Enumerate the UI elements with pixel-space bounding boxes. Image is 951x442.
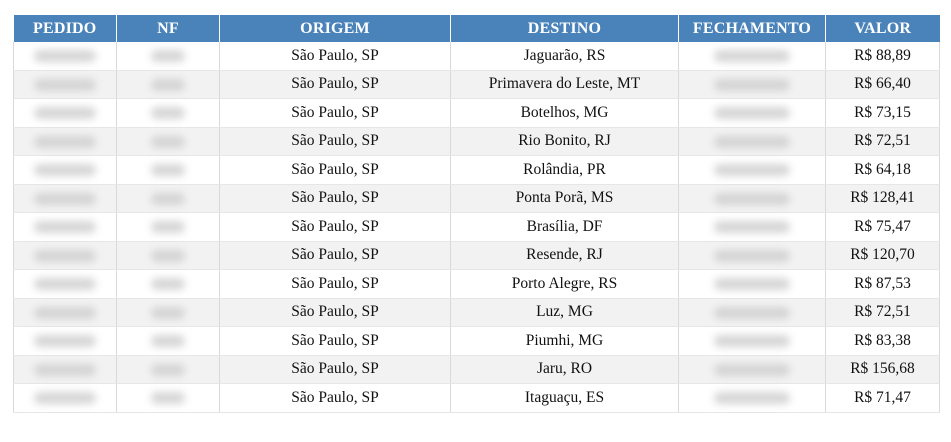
redacted-value — [34, 392, 96, 404]
cell-valor: R$ 156,68 — [826, 355, 940, 384]
cell-fechamento — [679, 298, 826, 327]
table-row — [14, 42, 940, 70]
redacted-value — [34, 136, 96, 148]
redacted-value — [34, 335, 96, 347]
column-header-fechamento: FECHAMENTO — [679, 15, 826, 42]
redacted-value — [34, 193, 96, 205]
cell-valor: R$ 71,47 — [826, 384, 940, 413]
cell-pedido — [14, 99, 117, 128]
redacted-value — [151, 107, 185, 119]
cell-valor: R$ 128,41 — [826, 184, 940, 213]
redacted-value — [34, 364, 96, 376]
cell-fechamento — [679, 156, 826, 185]
redacted-value — [151, 50, 185, 62]
cell-fechamento — [679, 355, 826, 384]
table-row — [14, 156, 940, 185]
cell-destino: Jaguarão, RS — [451, 42, 679, 70]
redacted-value — [714, 392, 790, 404]
cell-destino: Ponta Porã, MS — [451, 184, 679, 213]
redacted-value — [34, 107, 96, 119]
redacted-value — [151, 278, 185, 290]
cell-nf — [117, 184, 220, 213]
redacted-value — [34, 50, 96, 62]
redacted-value — [714, 364, 790, 376]
redacted-value — [714, 335, 790, 347]
cell-nf — [117, 70, 220, 99]
cell-origem: São Paulo, SP — [220, 355, 451, 384]
cell-origem: São Paulo, SP — [220, 327, 451, 356]
table-row — [14, 270, 940, 299]
cell-valor: R$ 72,51 — [826, 298, 940, 327]
cell-origem: São Paulo, SP — [220, 127, 451, 156]
cell-destino: Primavera do Leste, MT — [451, 70, 679, 99]
cell-origem: São Paulo, SP — [220, 156, 451, 185]
cell-pedido — [14, 355, 117, 384]
cell-destino: Luz, MG — [451, 298, 679, 327]
column-header-pedido: PEDIDO — [14, 15, 117, 42]
redacted-value — [714, 221, 790, 233]
cell-destino: Piumhi, MG — [451, 327, 679, 356]
cell-destino: Porto Alegre, RS — [451, 270, 679, 299]
cell-nf — [117, 241, 220, 270]
cell-valor: R$ 66,40 — [826, 70, 940, 99]
cell-destino: Rio Bonito, RJ — [451, 127, 679, 156]
redacted-value — [151, 136, 185, 148]
redacted-value — [151, 193, 185, 205]
redacted-value — [151, 164, 185, 176]
cell-pedido — [14, 327, 117, 356]
cell-destino: Brasília, DF — [451, 213, 679, 242]
redacted-value — [151, 79, 185, 91]
cell-valor: R$ 120,70 — [826, 241, 940, 270]
cell-pedido — [14, 270, 117, 299]
cell-nf — [117, 298, 220, 327]
redacted-value — [714, 79, 790, 91]
cell-nf — [117, 213, 220, 242]
redacted-value — [34, 79, 96, 91]
cell-origem: São Paulo, SP — [220, 384, 451, 413]
table-row — [14, 327, 940, 356]
table-row — [14, 384, 940, 413]
cell-valor: R$ 88,89 — [826, 42, 940, 70]
cell-pedido — [14, 298, 117, 327]
cell-fechamento — [679, 213, 826, 242]
cell-fechamento — [679, 241, 826, 270]
column-header-valor: VALOR — [826, 15, 940, 42]
cell-pedido — [14, 384, 117, 413]
redacted-value — [34, 164, 96, 176]
cell-valor: R$ 87,53 — [826, 270, 940, 299]
redacted-value — [151, 250, 185, 262]
cell-pedido — [14, 241, 117, 270]
cell-origem: São Paulo, SP — [220, 270, 451, 299]
redacted-value — [34, 307, 96, 319]
redacted-value — [714, 164, 790, 176]
redacted-value — [714, 307, 790, 319]
redacted-value — [151, 221, 185, 233]
table-row — [14, 213, 940, 242]
table-row — [14, 99, 940, 128]
cell-nf — [117, 327, 220, 356]
column-header-destino: DESTINO — [451, 15, 679, 42]
cell-pedido — [14, 127, 117, 156]
redacted-value — [714, 193, 790, 205]
table-row — [14, 184, 940, 213]
cell-pedido — [14, 184, 117, 213]
cell-pedido — [14, 156, 117, 185]
cell-fechamento — [679, 270, 826, 299]
cell-nf — [117, 127, 220, 156]
redacted-value — [151, 335, 185, 347]
orders-table-container — [13, 15, 939, 413]
cell-valor: R$ 75,47 — [826, 213, 940, 242]
cell-nf — [117, 42, 220, 70]
cell-fechamento — [679, 127, 826, 156]
cell-fechamento — [679, 42, 826, 70]
cell-destino: Itaguaçu, ES — [451, 384, 679, 413]
cell-destino: Jaru, RO — [451, 355, 679, 384]
cell-destino: Botelhos, MG — [451, 99, 679, 128]
cell-origem: São Paulo, SP — [220, 70, 451, 99]
cell-origem: São Paulo, SP — [220, 213, 451, 242]
cell-origem: São Paulo, SP — [220, 184, 451, 213]
redacted-value — [714, 107, 790, 119]
cell-fechamento — [679, 99, 826, 128]
redacted-value — [714, 136, 790, 148]
cell-fechamento — [679, 70, 826, 99]
redacted-value — [151, 307, 185, 319]
orders-table — [13, 15, 940, 413]
redacted-value — [34, 278, 96, 290]
cell-nf — [117, 384, 220, 413]
cell-origem: São Paulo, SP — [220, 99, 451, 128]
table-row — [14, 127, 940, 156]
cell-valor: R$ 73,15 — [826, 99, 940, 128]
table-body — [14, 42, 940, 412]
column-header-nf: NF — [117, 15, 220, 42]
cell-pedido — [14, 70, 117, 99]
redacted-value — [34, 221, 96, 233]
redacted-value — [34, 250, 96, 262]
cell-valor: R$ 72,51 — [826, 127, 940, 156]
cell-origem: São Paulo, SP — [220, 298, 451, 327]
cell-fechamento — [679, 384, 826, 413]
cell-valor: R$ 64,18 — [826, 156, 940, 185]
column-header-origem: ORIGEM — [220, 15, 451, 42]
cell-destino: Rolândia, PR — [451, 156, 679, 185]
table-header-row — [14, 15, 940, 42]
cell-fechamento — [679, 327, 826, 356]
redacted-value — [151, 392, 185, 404]
table-row — [14, 355, 940, 384]
redacted-value — [714, 278, 790, 290]
cell-nf — [117, 156, 220, 185]
cell-pedido — [14, 213, 117, 242]
table-row — [14, 298, 940, 327]
redacted-value — [714, 250, 790, 262]
cell-destino: Resende, RJ — [451, 241, 679, 270]
table-row — [14, 241, 940, 270]
cell-origem: São Paulo, SP — [220, 241, 451, 270]
table-row — [14, 70, 940, 99]
cell-nf — [117, 99, 220, 128]
cell-nf — [117, 270, 220, 299]
cell-fechamento — [679, 184, 826, 213]
redacted-value — [714, 50, 790, 62]
cell-valor: R$ 83,38 — [826, 327, 940, 356]
redacted-value — [151, 364, 185, 376]
cell-origem: São Paulo, SP — [220, 42, 451, 70]
cell-pedido — [14, 42, 117, 70]
cell-nf — [117, 355, 220, 384]
